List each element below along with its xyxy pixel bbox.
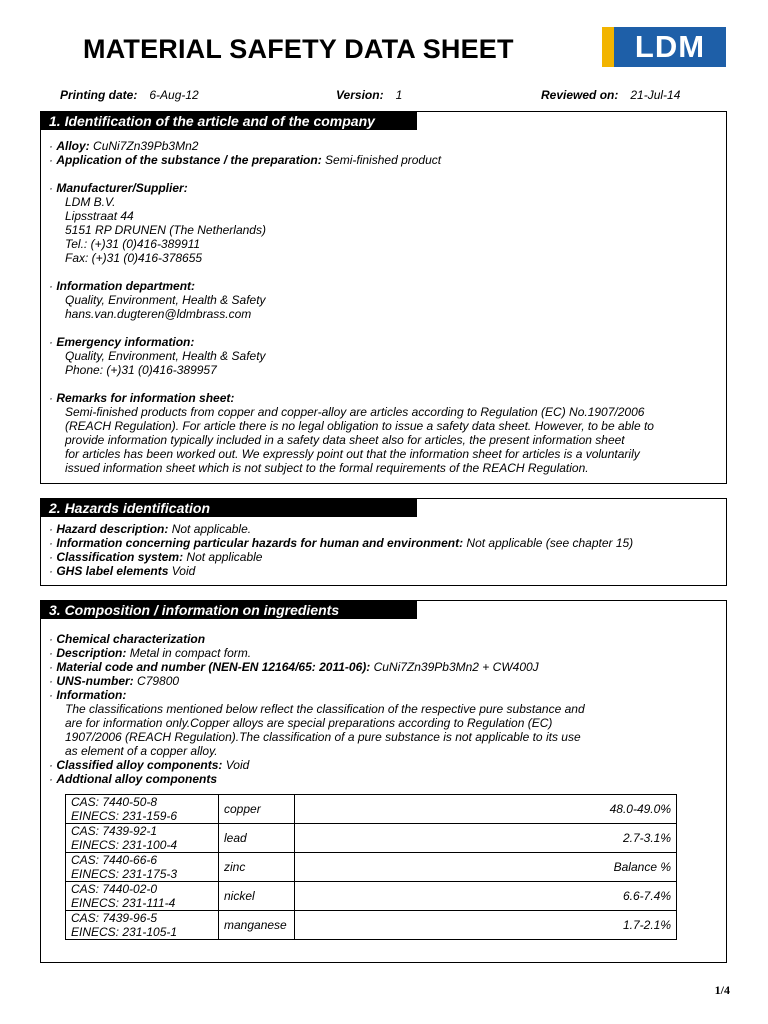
manufacturer-line: Fax: (+)31 (0)416-378655 <box>65 251 203 265</box>
section-2-title: 2. Hazards identification <box>41 499 417 517</box>
component-value: 48.0-49.0% <box>295 795 677 824</box>
hazard-description: · Hazard description: Not applicable. <box>49 522 252 536</box>
uns-number-line: · UNS-number: C79800 <box>49 674 180 688</box>
section-3-title: 3. Composition / information on ingredients <box>41 601 417 619</box>
table-row <box>66 824 677 853</box>
material-code-line: · Material code and number (NEN-EN 12164/65: 2011-06): CuNi7Zn39Pb3Mn2 + CW400J <box>49 660 539 674</box>
component-name: copper <box>219 795 295 824</box>
remarks-line: issued information sheet which is not subject to the formal requirements of the REACH Regulation. <box>65 461 589 475</box>
table-row <box>66 853 677 882</box>
information-line: 1907/2006 (REACH Regulation).The classification of a pure substance is not applicable to its use <box>65 730 581 744</box>
classified-components: · Classified alloy components: Void <box>49 758 250 772</box>
particular-hazards: · Information concerning particular hazards for human and environment: Not applicable (see chapter 15) <box>49 536 634 550</box>
component-value: Balance % <box>295 853 677 882</box>
section-1-title: 1. Identification of the article and of the company <box>41 112 417 130</box>
alloy-line: · Alloy: CuNi7Zn39Pb3Mn2 <box>49 139 199 153</box>
information-line: are for information only.Copper alloys are special preparations according to Regulation (EC) <box>65 716 553 730</box>
page-number: 1/4 <box>714 983 730 997</box>
information-label: · Information: <box>49 688 127 702</box>
information-line: The classifications mentioned below reflect the classification of the respective pure substance and <box>65 702 585 716</box>
manufacturer-line: Lipsstraat 44 <box>65 209 134 223</box>
information-line: as element of a copper alloy. <box>65 744 218 758</box>
component-name: lead <box>219 824 295 853</box>
chemical-characterization: · Chemical characterization <box>49 632 206 646</box>
description-line: · Description: Metal in compact form. <box>49 646 252 660</box>
table-row <box>66 795 677 824</box>
classification-system: · Classification system: Not applicable <box>49 550 263 564</box>
cas-cell: CAS: 7440-50-8 EINECS: 231-159-6 <box>66 795 219 824</box>
component-name: nickel <box>219 882 295 911</box>
emergency-line: Quality, Environment, Health & Safety <box>65 349 266 363</box>
manufacturer-line: Tel.: (+)31 (0)416-389911 <box>65 237 201 251</box>
logo-accent-bar <box>602 27 614 67</box>
remarks-label: · Remarks for information sheet: <box>49 391 235 405</box>
reviewed-on: Reviewed on: 21-Jul-14 <box>541 88 681 102</box>
component-name: zinc <box>219 853 295 882</box>
section-identification <box>40 111 727 484</box>
remarks-line: Semi-finished products from copper and copper-alloy are articles according to Regulation (EC) No.1907/2006 <box>65 405 645 419</box>
ldm-logo <box>602 27 726 67</box>
component-value: 1.7-2.1% <box>295 911 677 940</box>
remarks-line: provide information typically included in a safety data sheet also for articles, the present information sheet <box>65 433 625 447</box>
ghs-label-elements: · GHS label elements Void <box>49 564 196 578</box>
table-row <box>66 882 677 911</box>
printing-date: Printing date: 6-Aug-12 <box>60 88 199 102</box>
document-title: MATERIAL SAFETY DATA SHEET <box>83 34 514 64</box>
additional-components-label: · Addtional alloy components <box>49 772 218 786</box>
emergency-phone: Phone: (+)31 (0)416-389957 <box>65 363 217 377</box>
composition-table <box>65 794 677 940</box>
application-line: · Application of the substance / the preparation: Semi-finished product <box>49 153 442 167</box>
info-line: Quality, Environment, Health & Safety <box>65 293 266 307</box>
section-composition <box>40 600 727 963</box>
cas-cell: CAS: 7440-66-6 EINECS: 231-175-3 <box>66 853 219 882</box>
cas-cell: CAS: 7439-92-1 EINECS: 231-100-4 <box>66 824 219 853</box>
component-name: manganese <box>219 911 295 940</box>
version: Version: 1 <box>336 88 403 102</box>
remarks-line: for articles has been worked out. We expressly point out that the information sheet for articles is a voluntarily <box>65 447 640 461</box>
emergency-label: · Emergency information: <box>49 335 195 349</box>
component-value: 2.7-3.1% <box>295 824 677 853</box>
information-department-label: · Information department: <box>49 279 196 293</box>
manufacturer-line: 5151 RP DRUNEN (The Netherlands) <box>65 223 266 237</box>
info-email: hans.van.dugteren@ldmbrass.com <box>65 307 252 321</box>
manufacturer-line: LDM B.V. <box>65 195 116 209</box>
manufacturer-label: · Manufacturer/Supplier: <box>49 181 188 195</box>
section-hazards <box>40 498 727 586</box>
cas-cell: CAS: 7440-02-0 EINECS: 231-111-4 <box>66 882 219 911</box>
remarks-line: (REACH Regulation). For article there is no legal obligation to issue a safety data sheet. However, to be able to <box>65 419 654 433</box>
cas-cell: CAS: 7439-96-5 EINECS: 231-105-1 <box>66 911 219 940</box>
table-row <box>66 911 677 940</box>
component-value: 6.6-7.4% <box>295 882 677 911</box>
logo-text: LDM <box>614 27 726 67</box>
